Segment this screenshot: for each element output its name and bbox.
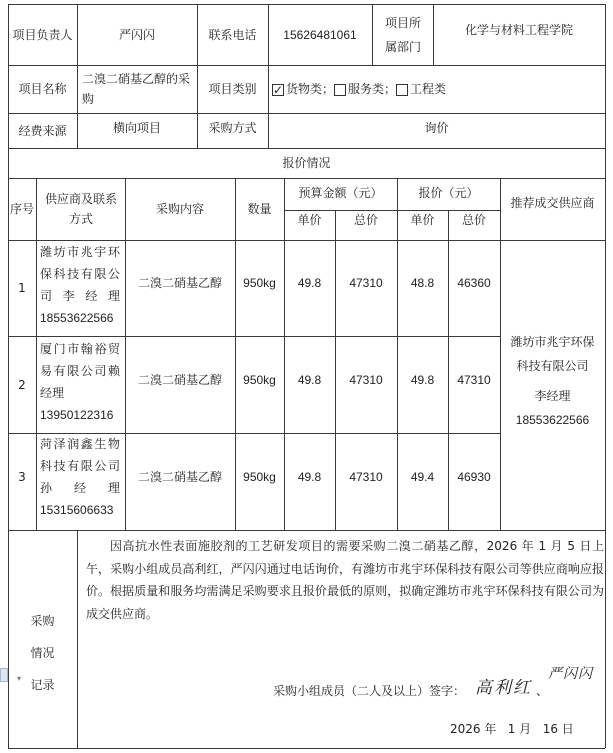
- recommend-line: 潍坊市兆宇环保: [510, 335, 595, 349]
- record-label-line: 采购: [30, 614, 55, 628]
- category-option-goods: 货物类；: [286, 82, 335, 96]
- header-supplier: 供应商及联系方式: [44, 192, 117, 226]
- col-divider: [77, 65, 78, 113]
- sign-separator: 、: [536, 684, 549, 698]
- supplier-line: 易有限公司赖: [40, 364, 120, 378]
- dept-label: 项目所属部门: [384, 15, 421, 54]
- category-option-engineering: 工程类: [410, 82, 447, 96]
- row-1-content: 二溴二硝基乙醇: [137, 276, 222, 290]
- col-divider: [36, 178, 37, 530]
- dept-value: 化学与材料工程学院: [464, 23, 573, 37]
- recommended-supplier: [500, 330, 605, 432]
- header-quote-total: 总价: [461, 213, 486, 227]
- record-paragraph: 因高抗水性表面施胶剂的工艺研发项目的需要采购二溴二硝基乙醇，2026 年 1 月 5 日上午，采购小组成员高利红，严闪闪通过电话询价，有潍坊市兆宇环保科技有限公司等供应商响应报价。根据质量和服务均需满足采购要求且报价最低的原则，拟确定潍坊市兆宇环保科技有限公司为成交供应商。: [86, 539, 604, 621]
- project-name-label: 项目名称: [18, 82, 67, 96]
- row-2-qty: 950kg: [243, 372, 276, 387]
- method-label: 采购方式: [208, 121, 257, 135]
- row-2-budget-unit: 49.8: [297, 372, 322, 387]
- table-border-bottom: [8, 748, 605, 749]
- supplier-line: 保科技有限公: [40, 267, 120, 281]
- supplier-phone: 18553622566: [40, 311, 114, 325]
- header-budget-unit: 单价: [297, 213, 322, 227]
- header-budget: 预算金额（元）: [298, 186, 383, 200]
- quote-section-title: 报价情况: [282, 156, 331, 170]
- header-budget-total: 总价: [353, 213, 378, 227]
- supplier-line: 司 李 经 理: [40, 289, 120, 303]
- supplier-line: 潍坊市兆宇环: [40, 245, 120, 259]
- row-divider: [8, 530, 605, 531]
- category-options: [272, 65, 602, 113]
- col-divider: [372, 4, 373, 65]
- header-qty: 数量: [247, 202, 272, 216]
- row-1-quote-unit: 48.8: [410, 276, 435, 290]
- row-2-content: 二溴二硝基乙醇: [137, 372, 222, 387]
- sign-label: 采购小组成员（二人及以上）签字：: [273, 684, 466, 698]
- leader-value: 严闪闪: [118, 27, 155, 42]
- row-3-quote-unit: 49.4: [410, 469, 435, 484]
- table-border-right: [605, 4, 606, 748]
- row-1-qty: 950kg: [243, 276, 276, 290]
- method-value: 询价: [424, 121, 449, 135]
- collapse-arrow-icon[interactable]: ▾: [17, 674, 22, 683]
- row-2-quote-unit: 49.8: [410, 372, 435, 387]
- project-name-value: 二溴二硝基乙醇的采购: [82, 72, 191, 106]
- supplier-phone: 13950122316: [40, 408, 114, 422]
- row-1-supplier: [40, 241, 120, 335]
- category-option-service: 服务类；: [348, 82, 397, 96]
- row-3-seq: 3: [18, 469, 26, 484]
- record-label-line: 记录: [30, 678, 55, 692]
- header-quote: 报价（元）: [418, 186, 479, 200]
- row-3-supplier: [40, 433, 120, 529]
- header-quote-unit: 单价: [410, 213, 435, 227]
- funding-label: 经费来源: [18, 123, 67, 138]
- row-1-seq: 1: [18, 281, 26, 295]
- phone-value: 15626481061: [283, 27, 357, 42]
- supplier-line: 经理: [40, 386, 65, 400]
- col-divider: [77, 530, 78, 748]
- supplier-line: 孙 经 理: [40, 481, 120, 495]
- checkbox-service[interactable]: [334, 84, 346, 96]
- category-label: 项目类别: [208, 82, 257, 96]
- supplier-line: 科技有限公司: [40, 459, 120, 473]
- header-recommend: 推荐成交供应商: [510, 196, 595, 210]
- row-2-quote-total: 47310: [457, 372, 491, 387]
- row-2-budget-total: 47310: [349, 372, 383, 387]
- row-3-budget-unit: 49.8: [297, 469, 322, 484]
- row-1-budget-total: 47310: [349, 276, 383, 290]
- row-1-quote-total: 46360: [457, 276, 491, 290]
- checkbox-engineering[interactable]: [396, 84, 408, 96]
- col-divider: [268, 65, 269, 113]
- sidebar-handle-icon[interactable]: [0, 668, 8, 682]
- signature-2: 严闪闪: [548, 666, 593, 682]
- header-content: 采购内容: [155, 202, 204, 216]
- phone-label: 联系电话: [208, 27, 257, 42]
- recommend-contact: 李经理: [534, 389, 571, 403]
- record-date: 2026 年 1 月 16 日: [450, 722, 574, 736]
- signature-1: 高利红: [475, 678, 532, 698]
- leader-label: 项目负责人: [12, 27, 73, 42]
- funding-value: 横向项目: [112, 121, 161, 135]
- row-2-seq: 2: [18, 377, 26, 392]
- row-3-quote-total: 46930: [457, 469, 491, 484]
- record-label-line: 情况: [30, 646, 55, 660]
- recommend-line: 科技有限公司: [516, 359, 589, 373]
- supplier-line: 厦门市翰裕贸: [40, 342, 120, 356]
- supplier-line: 菏泽润鑫生物: [40, 437, 120, 451]
- row-1-budget-unit: 49.8: [297, 276, 322, 290]
- supplier-phone: 15315606633: [40, 503, 114, 517]
- header-seq: 序号: [9, 202, 34, 216]
- row-3-budget-total: 47310: [349, 469, 383, 484]
- checkbox-goods[interactable]: [272, 84, 284, 96]
- record-label: [8, 605, 77, 701]
- row-3-qty: 950kg: [243, 469, 276, 484]
- recommend-phone: 18553622566: [515, 413, 590, 427]
- row-2-supplier: [40, 338, 120, 432]
- row-3-content: 二溴二硝基乙醇: [137, 469, 222, 484]
